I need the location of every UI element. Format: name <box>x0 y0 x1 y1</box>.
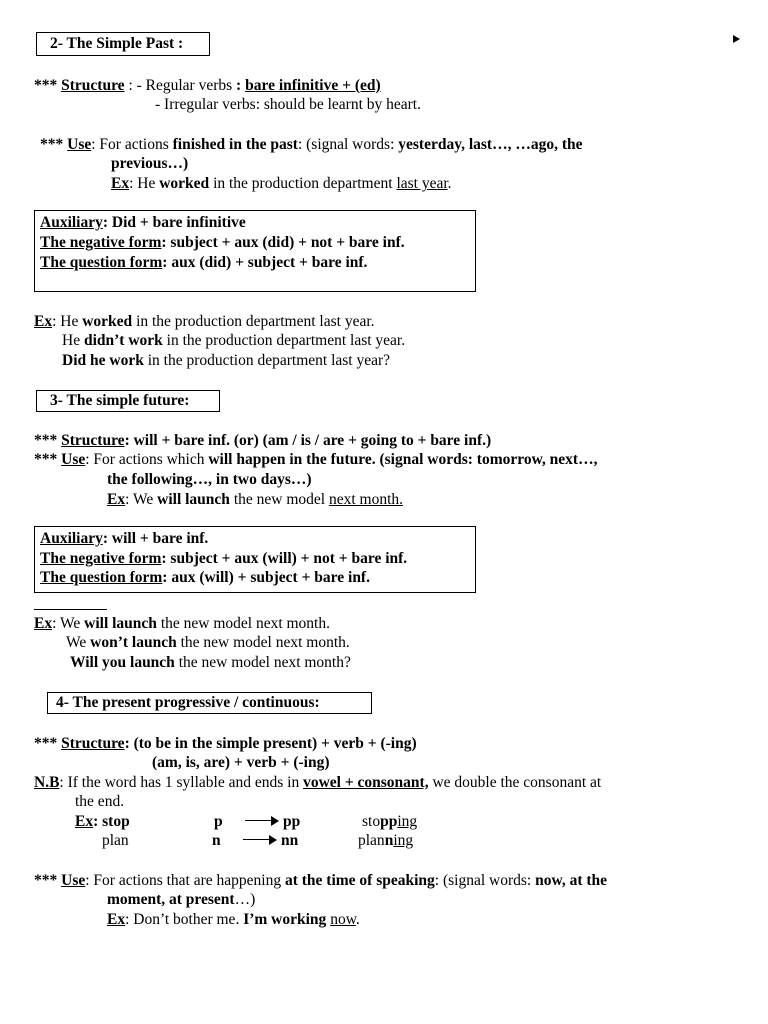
s4-structure-line: *** Structure: (to be in the simple present) + verb + (-ing) <box>34 735 417 752</box>
s2-structure-line: *** Structure : - Regular verbs : bare infinitive + (ed) <box>34 77 381 94</box>
s2-examples-line-3: Did he work in the production department last year? <box>62 352 391 369</box>
s4-nb-line-2: the end. <box>75 793 125 810</box>
s3-use-line-2: the following…, in two days…) <box>107 471 312 488</box>
s4-example-stopping: stopping <box>362 813 418 830</box>
s2-examples-line-2: He didn’t work in the production department last year. <box>62 332 406 349</box>
s4-use-line-2: moment, at present…) <box>107 891 256 908</box>
section-4-heading: 4- The present progressive / continuous: <box>56 694 320 711</box>
s2-box-auxiliary: Auxiliary: Did + bare infinitive <box>40 214 246 231</box>
s4-example-n: n <box>212 832 221 849</box>
s4-example-use: Ex: Don’t bother me. I’m working now. <box>107 911 360 928</box>
section-2-heading: 2- The Simple Past : <box>50 35 184 52</box>
s4-example-stop: Ex: stop <box>75 813 130 830</box>
s3-box-auxiliary: Auxiliary: will + bare inf. <box>40 530 209 547</box>
s2-example: Ex: He worked in the production department last year. <box>111 175 452 192</box>
section-3-heading: 3- The simple future: <box>50 392 190 409</box>
s2-examples-line-1: Ex: He worked in the production department last year. <box>34 313 375 330</box>
s4-example-pp: pp <box>283 813 301 830</box>
s4-structure-line-2: (am, is, are) + verb + (-ing) <box>152 754 330 771</box>
s3-example: Ex: We will launch the new model next month. <box>107 491 404 508</box>
arrow-right-icon <box>245 816 279 826</box>
s3-box-negative: The negative form: subject + aux (will) + not + bare inf. <box>40 550 408 567</box>
s4-example-p: p <box>214 813 223 830</box>
s4-example-plan: plan <box>102 832 129 849</box>
s3-examples-line-3: Will you launch the new model next month? <box>70 654 351 671</box>
s3-use-line: *** Use: For actions which will happen in the future. (signal words: tomorrow, next…, <box>34 451 598 468</box>
s2-use-line-2: previous…) <box>111 155 189 172</box>
arrow-right-icon <box>243 835 277 845</box>
s2-use-line: *** Use: For actions finished in the past: (signal words: yesterday, last…, …ago, the <box>40 136 583 153</box>
s2-structure-irregular: - Irregular verbs: should be learnt by heart. <box>155 96 421 113</box>
s3-examples-line-2: We won’t launch the new model next month. <box>66 634 350 651</box>
s2-box-question: The question form: aux (did) + subject + bare inf. <box>40 254 368 271</box>
s4-use-line: *** Use: For actions that are happening at the time of speaking: (signal words: now, at the <box>34 872 608 889</box>
s4-example-planning: planning <box>358 832 414 849</box>
s4-example-nn: nn <box>281 832 299 849</box>
s2-box-negative: The negative form: subject + aux (did) + not + bare inf. <box>40 234 405 251</box>
s4-nb-line: N.B: If the word has 1 syllable and ends in vowel + consonant, we double the consonant at <box>34 774 602 791</box>
s3-structure-line: *** Structure: will + bare inf. (or) (am / is / are + going to + bare inf.) <box>34 432 492 449</box>
page-marker-icon <box>733 35 740 43</box>
s3-examples-line-1: Ex: We will launch the new model next month. <box>34 615 330 632</box>
s3-box-question: The question form: aux (will) + subject + bare inf. <box>40 569 370 586</box>
s3-divider-line <box>34 609 107 610</box>
